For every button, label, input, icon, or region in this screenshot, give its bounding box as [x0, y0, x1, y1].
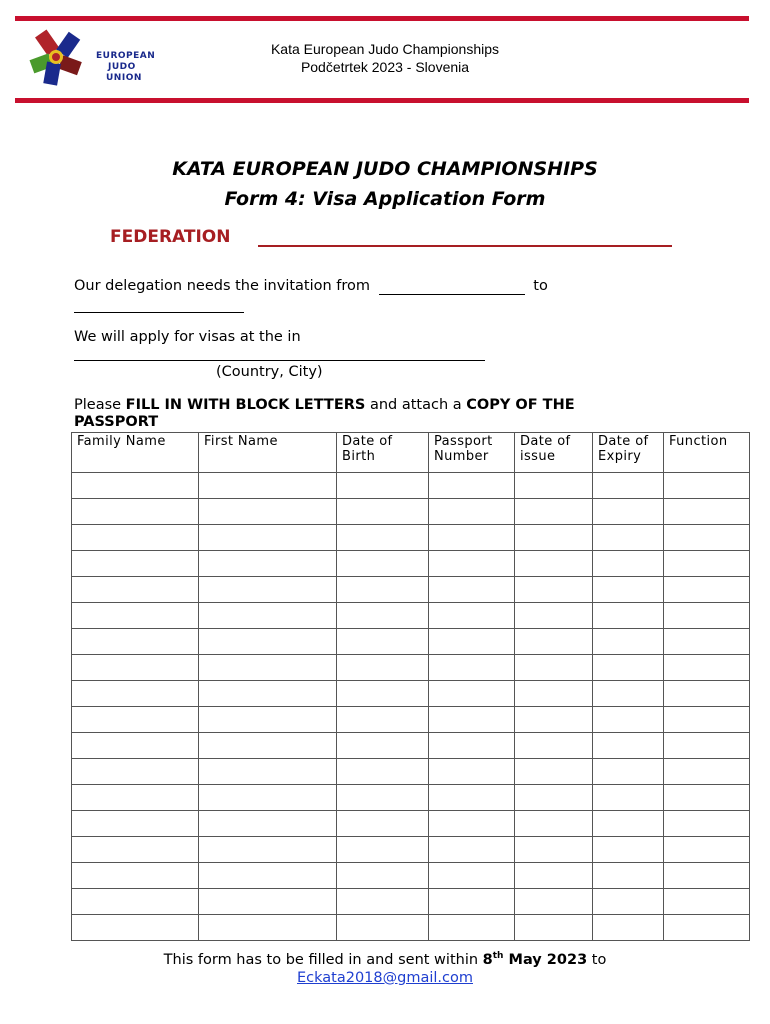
- table-cell[interactable]: [429, 785, 515, 811]
- table-cell[interactable]: [664, 473, 750, 499]
- table-row: [72, 759, 750, 785]
- table-cell[interactable]: [593, 863, 664, 889]
- col-first-name: First Name: [199, 433, 337, 473]
- table-cell[interactable]: [664, 577, 750, 603]
- table-cell[interactable]: [515, 525, 593, 551]
- table-row: [72, 551, 750, 577]
- table-cell[interactable]: [664, 603, 750, 629]
- event-header: [170, 40, 600, 76]
- table-cell[interactable]: [429, 707, 515, 733]
- table-cell[interactable]: [337, 863, 429, 889]
- table-cell[interactable]: [593, 707, 664, 733]
- table-cell[interactable]: [664, 525, 750, 551]
- table-cell[interactable]: [593, 889, 664, 915]
- table-cell[interactable]: [593, 551, 664, 577]
- table-cell[interactable]: [199, 681, 337, 707]
- table-cell[interactable]: [429, 629, 515, 655]
- table-cell[interactable]: [72, 837, 199, 863]
- table-row: [72, 577, 750, 603]
- instructions: [74, 397, 634, 431]
- table-cell[interactable]: [429, 655, 515, 681]
- table-cell[interactable]: [664, 681, 750, 707]
- table-cell[interactable]: [199, 915, 337, 941]
- table-cell[interactable]: [429, 681, 515, 707]
- header-bottom-bar: [15, 98, 749, 103]
- table-cell[interactable]: [72, 551, 199, 577]
- table-cell[interactable]: [515, 551, 593, 577]
- table-cell[interactable]: [337, 733, 429, 759]
- delegation-to: to: [533, 278, 548, 294]
- visa-location-field: [74, 344, 485, 361]
- table-cell[interactable]: [593, 785, 664, 811]
- table-cell[interactable]: [199, 889, 337, 915]
- event-location: Podčetrtek 2023 - Slovenia: [300, 59, 470, 75]
- title-form-name: Form 4: Visa Application Form: [224, 188, 546, 210]
- visa-text: We will apply for visas at the in: [74, 329, 301, 345]
- table-cell[interactable]: [429, 551, 515, 577]
- table-cell[interactable]: [337, 499, 429, 525]
- table-row: [72, 603, 750, 629]
- table-cell[interactable]: [664, 629, 750, 655]
- table-cell[interactable]: [199, 499, 337, 525]
- table-cell[interactable]: [593, 629, 664, 655]
- table-body: [72, 473, 750, 941]
- table-cell[interactable]: [429, 577, 515, 603]
- table-cell[interactable]: [593, 499, 664, 525]
- table-cell[interactable]: [664, 785, 750, 811]
- instructions-please: Please: [74, 397, 122, 413]
- table-cell[interactable]: [337, 473, 429, 499]
- col-passport-number: Passport Number: [429, 433, 515, 473]
- footer-note: [0, 947, 770, 987]
- table-cell[interactable]: [515, 499, 593, 525]
- table-cell[interactable]: [337, 915, 429, 941]
- footer-day: 8: [482, 951, 493, 968]
- table-cell[interactable]: [515, 915, 593, 941]
- table-cell[interactable]: [664, 889, 750, 915]
- table-cell[interactable]: [593, 577, 664, 603]
- table-cell[interactable]: [664, 915, 750, 941]
- invitation-from-line[interactable]: [379, 278, 525, 295]
- table-cell[interactable]: [72, 759, 199, 785]
- table-cell[interactable]: [664, 837, 750, 863]
- table-cell[interactable]: [593, 473, 664, 499]
- table-row: [72, 473, 750, 499]
- table-row: [72, 889, 750, 915]
- footer-email-link[interactable]: Eckata2018@gmail.com: [297, 969, 473, 986]
- table-cell[interactable]: [515, 759, 593, 785]
- eju-emblem-icon: [26, 28, 86, 86]
- table-cell[interactable]: [664, 551, 750, 577]
- table-cell[interactable]: [199, 629, 337, 655]
- federation-input-line[interactable]: [258, 245, 672, 247]
- table-row: [72, 707, 750, 733]
- table-cell[interactable]: [593, 837, 664, 863]
- delegation-continuation: [74, 296, 244, 313]
- table-row: [72, 655, 750, 681]
- table-cell[interactable]: [337, 837, 429, 863]
- visa-location-line[interactable]: [74, 344, 485, 361]
- logo-line-union: UNION: [106, 73, 142, 83]
- table-cell[interactable]: [593, 525, 664, 551]
- logo-line-judo: JUDO: [108, 62, 136, 72]
- table-cell[interactable]: [429, 837, 515, 863]
- table-cell[interactable]: [593, 681, 664, 707]
- table-cell[interactable]: [664, 655, 750, 681]
- table-cell[interactable]: [72, 681, 199, 707]
- table-cell[interactable]: [199, 785, 337, 811]
- table-cell[interactable]: [429, 863, 515, 889]
- table-cell[interactable]: [429, 889, 515, 915]
- table-cell[interactable]: [664, 811, 750, 837]
- table-cell[interactable]: [515, 577, 593, 603]
- table-cell[interactable]: [72, 733, 199, 759]
- table-cell[interactable]: [593, 759, 664, 785]
- table-cell[interactable]: [664, 707, 750, 733]
- table-cell[interactable]: [199, 863, 337, 889]
- col-date-of-expiry: Date of Expiry: [593, 433, 664, 473]
- table-cell[interactable]: [199, 655, 337, 681]
- table-cell[interactable]: [199, 603, 337, 629]
- table-header-row: [72, 433, 750, 473]
- eju-logo: [26, 28, 156, 86]
- table-cell[interactable]: [429, 525, 515, 551]
- table-cell[interactable]: [337, 759, 429, 785]
- footer-text-before: This form has to be filled in and sent within: [163, 951, 479, 968]
- table-cell[interactable]: [337, 603, 429, 629]
- table-cell[interactable]: [337, 681, 429, 707]
- table-cell[interactable]: [337, 811, 429, 837]
- table-cell[interactable]: [429, 811, 515, 837]
- table-row: [72, 681, 750, 707]
- instructions-block-letters: FILL IN WITH BLOCK LETTERS: [125, 397, 366, 413]
- table-cell[interactable]: [515, 681, 593, 707]
- table-cell[interactable]: [593, 733, 664, 759]
- table-cell[interactable]: [337, 629, 429, 655]
- table-cell[interactable]: [337, 577, 429, 603]
- table-cell[interactable]: [199, 811, 337, 837]
- table-cell[interactable]: [515, 837, 593, 863]
- table-cell[interactable]: [515, 889, 593, 915]
- logo-line-european: EUROPEAN: [96, 51, 156, 61]
- table-cell[interactable]: [72, 707, 199, 733]
- table-cell[interactable]: [429, 473, 515, 499]
- col-family-name: Family Name: [72, 433, 199, 473]
- table-cell[interactable]: [593, 603, 664, 629]
- table-cell[interactable]: [593, 915, 664, 941]
- title-championships: KATA EUROPEAN JUDO CHAMPIONSHIPS: [172, 158, 598, 180]
- table-cell[interactable]: [199, 759, 337, 785]
- instructions-attach: and attach a: [369, 397, 462, 413]
- table-cell[interactable]: [337, 707, 429, 733]
- table-row: [72, 837, 750, 863]
- table-cell[interactable]: [337, 655, 429, 681]
- header-top-bar: [15, 16, 749, 21]
- table-cell[interactable]: [515, 603, 593, 629]
- table-cell[interactable]: [337, 889, 429, 915]
- table-cell[interactable]: [72, 811, 199, 837]
- table-cell[interactable]: [515, 863, 593, 889]
- table-cell[interactable]: [429, 733, 515, 759]
- table-row: [72, 811, 750, 837]
- table-cell[interactable]: [664, 759, 750, 785]
- table-cell[interactable]: [199, 733, 337, 759]
- event-name: Kata European Judo Championships: [270, 41, 500, 57]
- table-row: [72, 525, 750, 551]
- table-cell[interactable]: [337, 785, 429, 811]
- table-cell[interactable]: [199, 837, 337, 863]
- delegation-paragraph: [74, 278, 548, 295]
- table-cell[interactable]: [515, 473, 593, 499]
- table-cell[interactable]: [515, 785, 593, 811]
- table-cell[interactable]: [72, 525, 199, 551]
- table-cell[interactable]: [72, 473, 199, 499]
- col-date-of-birth: Date of Birth: [337, 433, 429, 473]
- table-cell[interactable]: [72, 577, 199, 603]
- table-cell[interactable]: [515, 629, 593, 655]
- table-cell[interactable]: [72, 863, 199, 889]
- federation-label: FEDERATION: [110, 227, 231, 247]
- table-cell[interactable]: [515, 707, 593, 733]
- table-cell[interactable]: [429, 499, 515, 525]
- table-cell[interactable]: [429, 603, 515, 629]
- table-cell[interactable]: [72, 915, 199, 941]
- table-cell[interactable]: [337, 525, 429, 551]
- table-cell[interactable]: [199, 707, 337, 733]
- table-cell[interactable]: [72, 889, 199, 915]
- table-cell[interactable]: [337, 551, 429, 577]
- table-cell[interactable]: [72, 499, 199, 525]
- visa-location-caption: (Country, City): [216, 364, 323, 380]
- delegation-table: [71, 432, 749, 941]
- table-cell[interactable]: [199, 577, 337, 603]
- document-title: [0, 154, 770, 214]
- col-date-of-issue: Date of issue: [515, 433, 593, 473]
- table-row: [72, 785, 750, 811]
- table-cell[interactable]: [664, 733, 750, 759]
- col-function: Function: [664, 433, 750, 473]
- federation-field: [110, 227, 710, 247]
- table-cell[interactable]: [199, 473, 337, 499]
- table-cell[interactable]: [429, 759, 515, 785]
- footer-day-suffix: th: [492, 951, 504, 961]
- table-cell[interactable]: [593, 655, 664, 681]
- table-cell[interactable]: [72, 629, 199, 655]
- table-row: [72, 499, 750, 525]
- table-row: [72, 733, 750, 759]
- table-cell[interactable]: [72, 785, 199, 811]
- table-cell[interactable]: [515, 733, 593, 759]
- footer-text-after: to: [591, 951, 607, 968]
- table-row: [72, 629, 750, 655]
- table-cell[interactable]: [199, 525, 337, 551]
- table-row: [72, 915, 750, 941]
- footer-date-rest: May 2023: [508, 951, 588, 968]
- table-cell[interactable]: [515, 811, 593, 837]
- table-cell[interactable]: [199, 551, 337, 577]
- instructions-passport-copy: COPY OF THE PASSPORT: [74, 397, 575, 430]
- table-cell[interactable]: [664, 499, 750, 525]
- table-cell[interactable]: [515, 655, 593, 681]
- table-row: [72, 863, 750, 889]
- invitation-to-line[interactable]: [74, 296, 244, 313]
- table-cell[interactable]: [593, 811, 664, 837]
- table-cell[interactable]: [664, 863, 750, 889]
- table-cell[interactable]: [72, 655, 199, 681]
- table-cell[interactable]: [72, 603, 199, 629]
- delegation-text: Our delegation needs the invitation from: [74, 278, 371, 294]
- table-cell[interactable]: [429, 915, 515, 941]
